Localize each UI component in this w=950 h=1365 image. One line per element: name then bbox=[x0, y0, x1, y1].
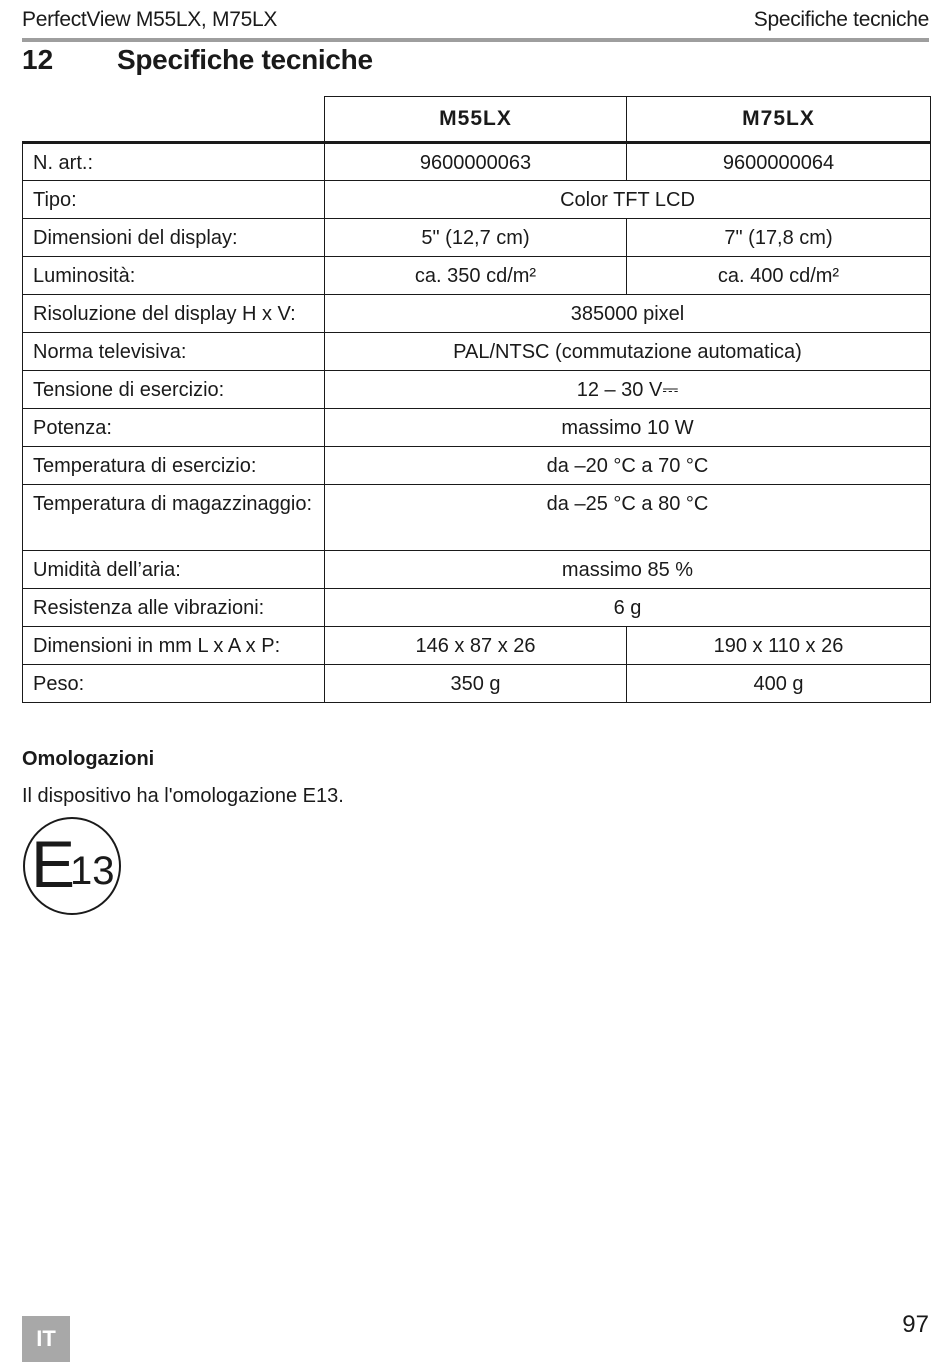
section-title: Specifiche tecniche bbox=[117, 44, 373, 75]
value-shared: massimo 10 W bbox=[325, 409, 931, 447]
row-label: Norma televisiva: bbox=[23, 333, 325, 371]
page-number: 97 bbox=[902, 1311, 929, 1338]
column-header-m55lx: M55LX bbox=[325, 97, 627, 143]
table-row bbox=[23, 665, 931, 703]
row-label: Tipo: bbox=[23, 181, 325, 219]
value-shared: 6 g bbox=[325, 589, 931, 627]
row-label: Potenza: bbox=[23, 409, 325, 447]
running-header-chapter: Specifiche tecniche bbox=[753, 8, 929, 31]
value-m75lx: 7" (17,8 cm) bbox=[627, 219, 931, 257]
table-row bbox=[23, 295, 931, 333]
row-label: Peso: bbox=[23, 665, 325, 703]
value-shared: da –20 °C a 70 °C bbox=[325, 447, 931, 485]
table-row bbox=[23, 447, 931, 485]
approvals-text: Il dispositivo ha l'omologazione E13. bbox=[22, 785, 344, 807]
row-label: Dimensioni in mm L x A x P: bbox=[23, 627, 325, 665]
column-header-m75lx: M75LX bbox=[627, 97, 931, 143]
table-row bbox=[23, 589, 931, 627]
e-mark-number: 13 bbox=[70, 849, 115, 893]
table-row bbox=[23, 181, 931, 219]
specs-table bbox=[22, 96, 931, 703]
value-m75lx: 9600000064 bbox=[627, 143, 931, 181]
value-m55lx: 9600000063 bbox=[325, 143, 627, 181]
row-label: Umidità dell’aria: bbox=[23, 551, 325, 589]
table-row bbox=[23, 485, 931, 551]
row-label: N. art.: bbox=[23, 143, 325, 181]
row-label: Tensione di esercizio: bbox=[23, 371, 325, 409]
running-header-product: PerfectView M55LX, M75LX bbox=[22, 8, 278, 31]
table-row bbox=[23, 371, 931, 409]
table-row bbox=[23, 143, 931, 181]
header-rule bbox=[22, 38, 929, 42]
row-label: Temperatura di esercizio: bbox=[23, 447, 325, 485]
e13-approval-mark-icon bbox=[23, 817, 121, 915]
e-mark-letter: E bbox=[31, 827, 76, 901]
value-m55lx: 146 x 87 x 26 bbox=[325, 627, 627, 665]
table-row bbox=[23, 219, 931, 257]
table-row bbox=[23, 409, 931, 447]
value-shared: da –25 °C a 80 °C bbox=[325, 485, 931, 551]
value-shared: massimo 85 % bbox=[325, 551, 931, 589]
value-m75lx: 190 x 110 x 26 bbox=[627, 627, 931, 665]
value-shared: 12 – 30 V⎓ bbox=[325, 371, 931, 409]
row-label: Luminosità: bbox=[23, 257, 325, 295]
value-shared: 385000 pixel bbox=[325, 295, 931, 333]
approvals-heading: Omologazioni bbox=[22, 748, 155, 770]
value-m75lx: ca. 400 cd/m² bbox=[627, 257, 931, 295]
row-label: Dimensioni del display: bbox=[23, 219, 325, 257]
section-number: 12 bbox=[22, 44, 54, 75]
value-m55lx: 350 g bbox=[325, 665, 627, 703]
language-tab: IT bbox=[22, 1316, 70, 1362]
value-shared: Color TFT LCD bbox=[325, 181, 931, 219]
table-row bbox=[23, 551, 931, 589]
value-shared: PAL/NTSC (commutazione automatica) bbox=[325, 333, 931, 371]
table-row bbox=[23, 627, 931, 665]
row-label: Resistenza alle vibrazioni: bbox=[23, 589, 325, 627]
value-m75lx: 400 g bbox=[627, 665, 931, 703]
table-row bbox=[23, 257, 931, 295]
specs-header-row bbox=[23, 97, 931, 143]
row-label: Temperatura di magazzinaggio: bbox=[23, 485, 325, 551]
value-m55lx: 5" (12,7 cm) bbox=[325, 219, 627, 257]
table-row bbox=[23, 333, 931, 371]
value-m55lx: ca. 350 cd/m² bbox=[325, 257, 627, 295]
row-label: Risoluzione del display H x V: bbox=[23, 295, 325, 333]
header-blank-cell bbox=[23, 97, 325, 143]
